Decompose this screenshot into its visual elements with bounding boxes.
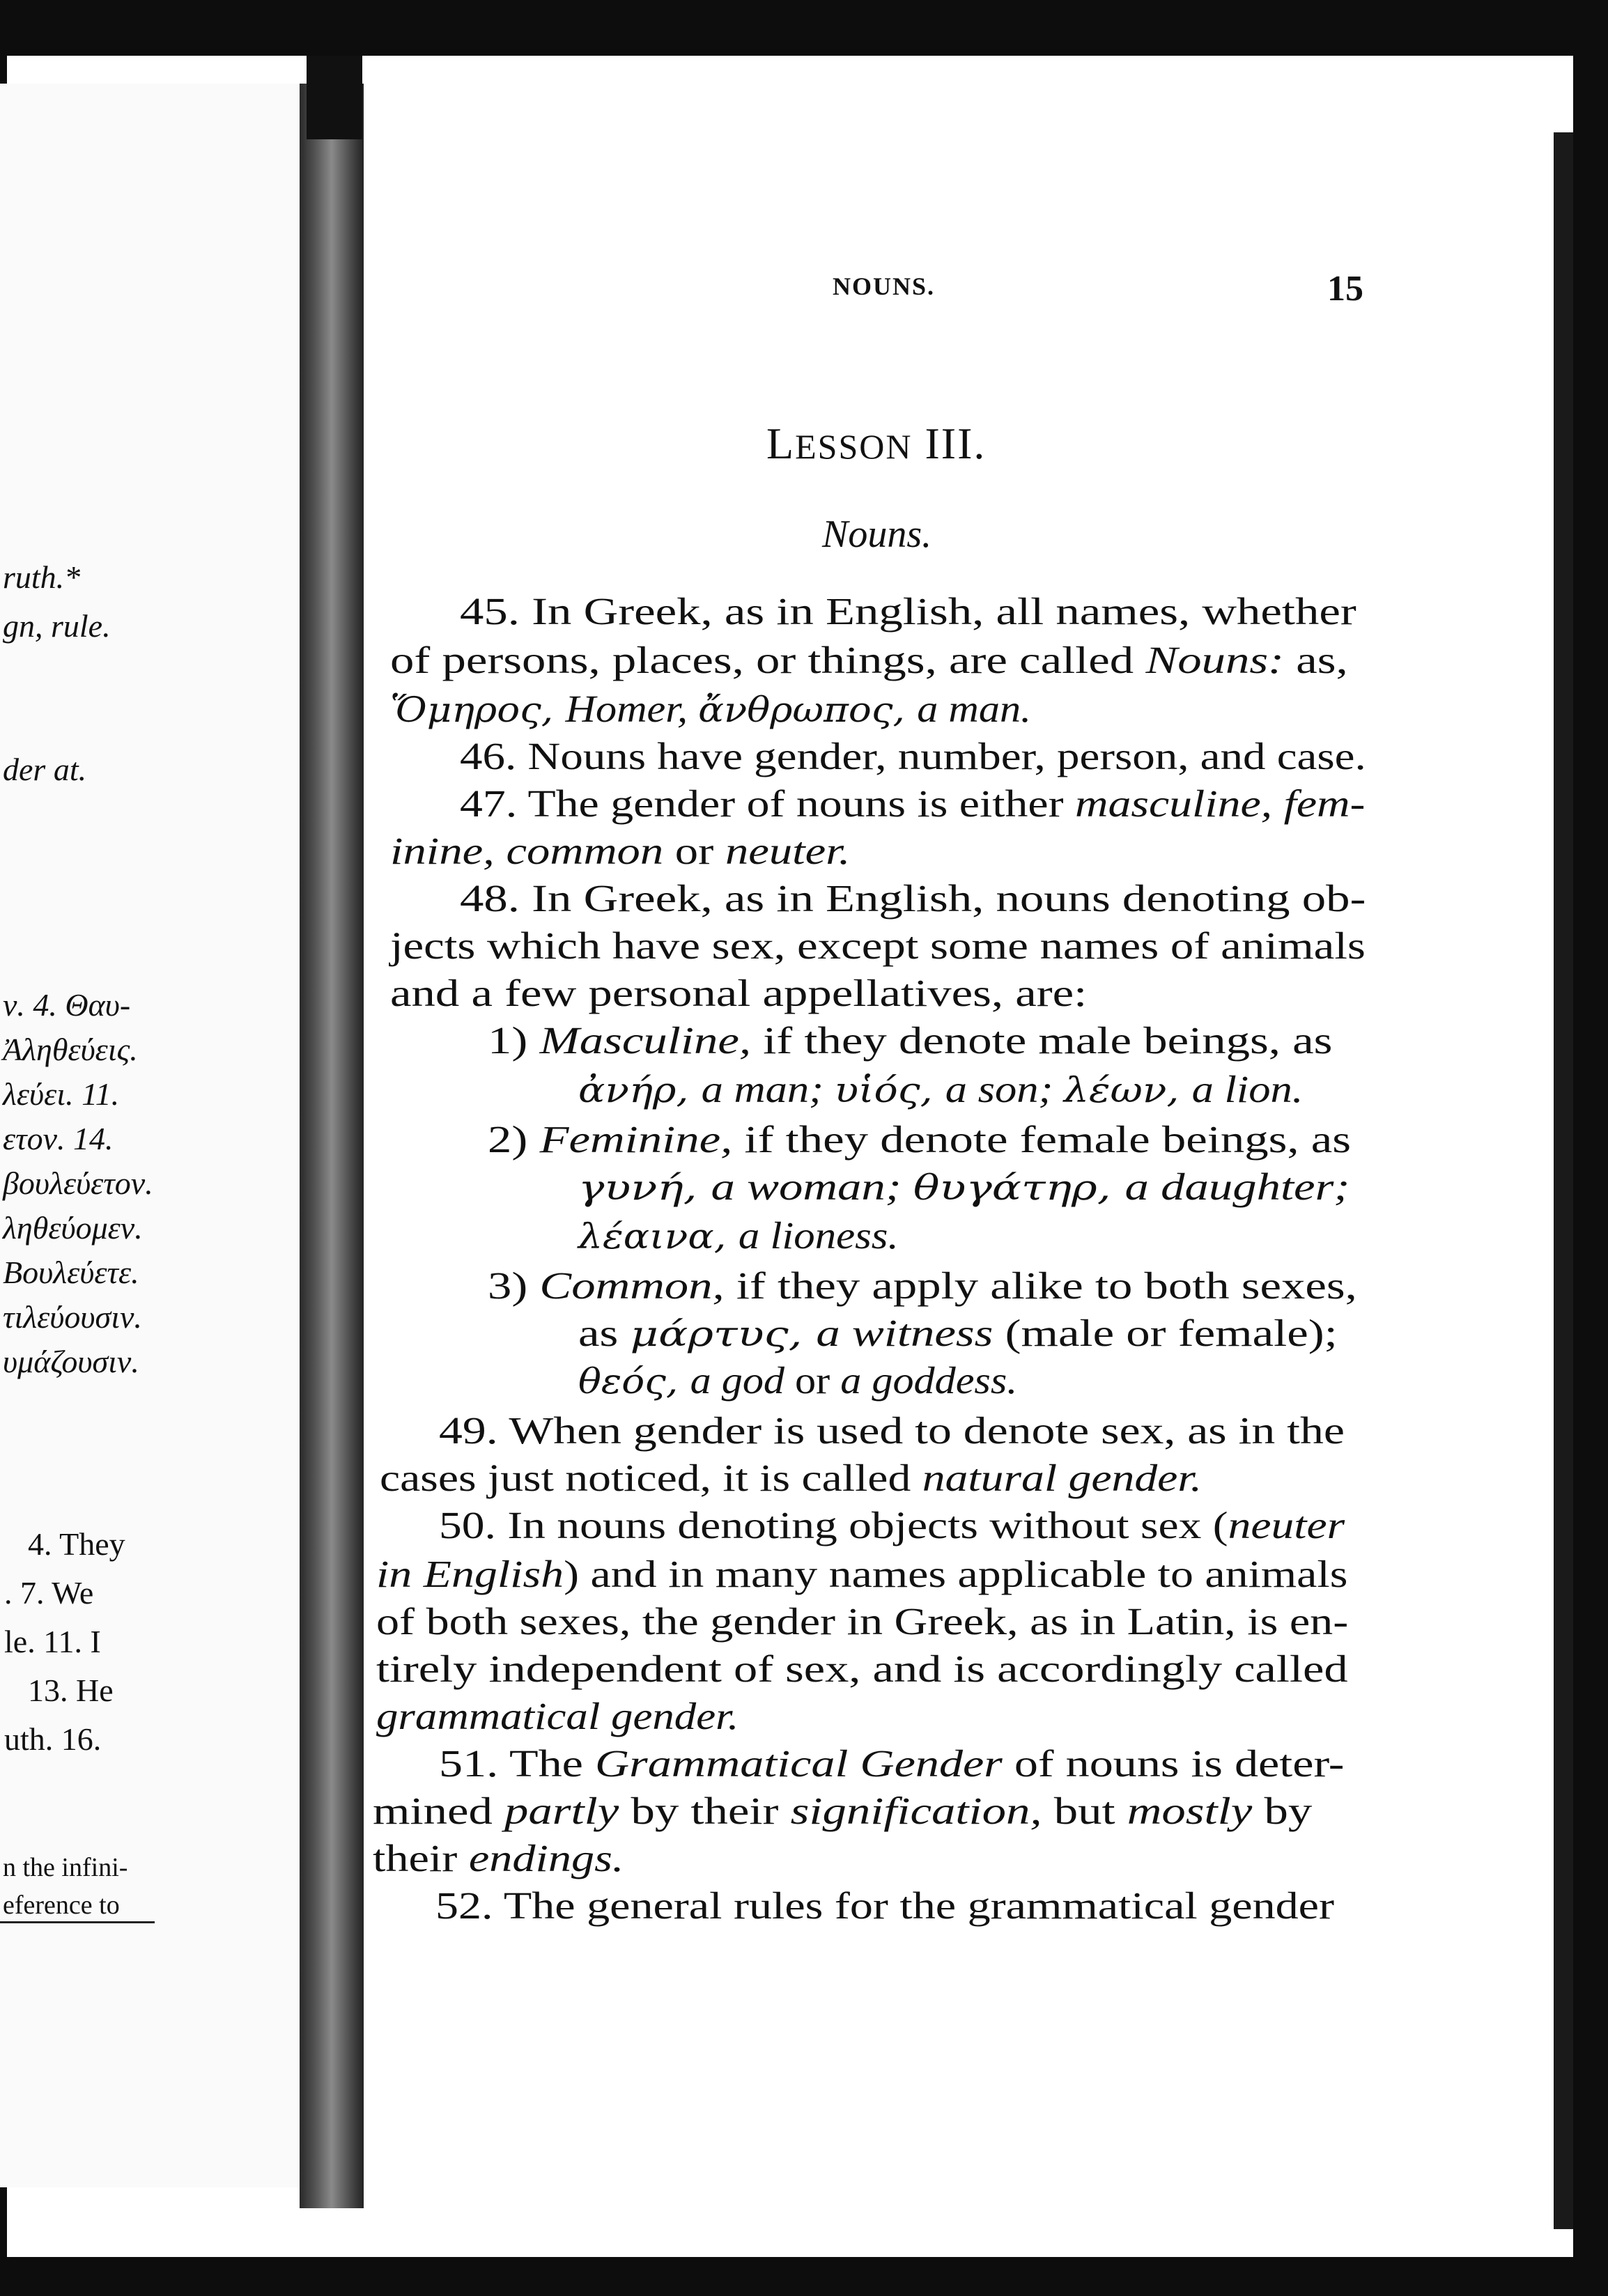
text-line [578,1359,1018,1402]
greek-word: υἱός, [834,1070,945,1110]
left-fragment: λεύει. 11. [3,1076,120,1112]
roman-text: 47. The gender of nouns is either [460,782,1075,825]
text-line [488,1118,1352,1161]
roman-text: 45. In Greek, as in English, all names, whether [460,590,1356,633]
left-fragment: . 7. We [4,1575,94,1611]
text-line [376,1697,739,1735]
left-fragment: ruth.* [3,559,81,595]
left-fragment: 4. They [28,1526,125,1562]
text-line [435,1886,1334,1925]
italic-text: a son; [945,1068,1064,1110]
left-fragment: ληθεύομεν. [3,1210,143,1246]
left-footnote: eference to [3,1891,120,1920]
italic-text: a witness [816,1312,994,1354]
left-fragment: der at. [3,752,87,787]
footnote-rule [0,1921,155,1923]
left-fragment: uth. 16. [4,1721,102,1757]
gutter-shadow [307,56,362,139]
text-line [390,974,1087,1012]
roman-text: if they apply alike to both sexes, [724,1264,1357,1307]
italic-text: a daughter; [1124,1165,1350,1208]
left-fragment: gn, rule. [3,608,111,644]
text-line [380,1459,1202,1497]
roman-text: 2) [488,1118,540,1161]
roman-text: 46. Nouns have gender, number, person, and case. [460,735,1366,777]
text-line [488,1266,1357,1305]
text-line [376,1600,1349,1643]
text-line [373,1839,624,1877]
greek-word: λέαινα, [578,1216,739,1257]
roman-text: ) and in many names applicable to animals [564,1553,1348,1595]
roman-text: of both sexes, the gender in Greek, as in Latin, is en- [376,1600,1349,1643]
italic-text: neuter [1228,1504,1345,1546]
text-line [390,641,1348,679]
italic-text: masculine, fem- [1074,782,1366,825]
left-fragment: ν. 4. Θαυ- [3,987,131,1023]
left-footnote: n the infini- [3,1853,128,1882]
text-line [460,784,1365,823]
text-line [376,1555,1347,1593]
left-fragment: 13. He [28,1673,114,1708]
roman-text: of persons, places, or things, are called [390,639,1146,681]
left-fragment: Βουλεύετε. [3,1255,139,1290]
italic-text: a woman; [711,1165,913,1208]
text-line [390,690,1031,728]
italic-text: a man. [917,688,1032,730]
text-line [460,590,1356,633]
left-fragment: ετον. 14. [3,1121,114,1156]
left-fragment: Ἀληθεύεις. [3,1032,138,1067]
greek-word: Ὅμηρος, [390,690,566,730]
left-page [0,84,300,2187]
greek-word: θυγάτηρ, [913,1168,1125,1208]
text-line [578,1314,1338,1352]
text-line [373,1792,1312,1830]
roman-text: 1) [488,1019,540,1062]
running-head: NOUNS. [833,272,936,300]
italic-text: mostly [1127,1790,1253,1832]
text-line [439,1744,1344,1783]
roman-text: or [784,1359,841,1402]
lesson-subtitle: Nouns. [822,513,932,556]
roman-text: by [1252,1790,1313,1832]
italic-text: Feminine, [539,1118,733,1161]
italic-text: a lion. [1191,1068,1304,1110]
scan-border-bottom [0,2257,1608,2296]
text-line [578,1070,1303,1108]
italic-text: in English [376,1553,564,1595]
roman-text: and a few personal appellatives, are: [390,972,1088,1014]
roman-text: as, [1284,639,1348,681]
greek-word: λέων, [1063,1070,1192,1110]
text-line [578,1165,1350,1208]
greek-word: ἀνήρ, [578,1070,702,1110]
italic-text: Homer, [565,688,699,730]
text-line [460,877,1366,920]
italic-text: neuter. [725,830,851,872]
italic-text: Nouns: [1145,639,1285,681]
roman-text: cases just noticed, it is called [380,1457,922,1499]
italic-text: natural gender. [922,1457,1203,1499]
scan-border-right [1573,0,1608,2296]
italic-text: a god [690,1359,785,1402]
roman-text: of nouns is deter- [1002,1742,1345,1785]
lesson-title-initial: L [766,419,796,468]
roman-text: by their [619,1790,791,1832]
roman-text: if they denote female beings, as [732,1118,1352,1161]
italic-text: Common, [539,1264,725,1307]
italic-text: inine, common [390,830,664,872]
book-gutter [300,84,364,2208]
right-page-edge [1554,132,1575,2229]
roman-text: if they denote male beings, as [751,1019,1333,1062]
roman-text: (male or female); [993,1312,1338,1354]
text-line [390,926,1366,965]
greek-word: θεός, [578,1361,690,1402]
left-fragment: le. 11. I [4,1624,101,1659]
italic-text: grammatical gender. [376,1695,739,1737]
text-line [488,1021,1332,1060]
greek-word: μάρτυς, [630,1314,817,1354]
roman-text: 51. The [439,1742,595,1785]
text-line [376,1647,1348,1690]
roman-text: 49. When gender is used to denote sex, as in the [439,1409,1345,1452]
lesson-title-smallcaps: ESSON [795,427,913,466]
greek-word: γυνή, [578,1168,711,1208]
left-fragment: βουλεύετον. [3,1165,153,1201]
roman-text: 52. The general rules for the grammatical gender [435,1884,1334,1927]
roman-text: as [578,1312,631,1354]
roman-text: 50. In nouns denoting objects without sex ( [439,1504,1228,1546]
italic-text: endings. [468,1837,624,1879]
text-line [439,1506,1345,1544]
roman-text: jects which have sex, except some names of animals [390,924,1366,967]
text-line [578,1216,899,1255]
text-line [439,1411,1345,1450]
left-fragment: τιλεύουσιν. [3,1299,142,1335]
roman-text: 48. In Greek, as in English, nouns denoting ob- [460,877,1366,920]
italic-text: a goddess. [840,1359,1018,1402]
italic-text: Masculine, [539,1019,752,1062]
roman-text: mined [373,1790,505,1832]
roman-text: or [663,830,725,872]
page-number: 15 [1327,269,1363,309]
lesson-title [766,418,986,470]
italic-text: Grammatical Gender [594,1742,1003,1785]
scan-border-top [0,0,1608,56]
roman-text: but [1042,1790,1127,1832]
italic-text: partly [504,1790,619,1832]
italic-text: a man; [701,1068,835,1110]
text-line [460,737,1366,775]
lesson-numeral: III. [925,419,987,468]
left-fragment: υμάζουσιν. [3,1344,139,1379]
roman-text: 3) [488,1264,540,1307]
italic-text: signification, [790,1790,1042,1832]
greek-word: ἄνθρωπος, [698,690,918,730]
italic-text: a lioness. [738,1214,899,1257]
roman-text: their [373,1837,469,1879]
text-line [390,832,850,870]
roman-text: tirely independent of sex, and is accordingly called [376,1647,1348,1690]
